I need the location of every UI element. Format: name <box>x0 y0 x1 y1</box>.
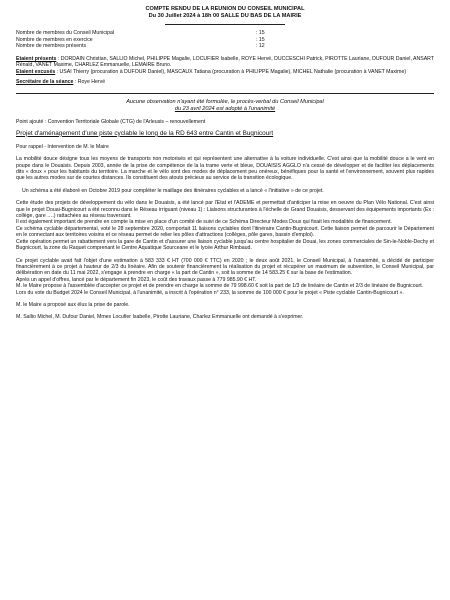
count-value: : 12 <box>256 43 265 50</box>
paragraph-operation: Cette opération permet un rabattement vers la gare de Cantin et d'assurer une liaison cyclable jusqu'au centre hospitalier de Douai, les zones commerciales de Sin-le-Noble-Dechy et Bugnicourt, la zone du Raquet comprenant le Centre Aquatique Sourceane et le lycée Arthur Rimbaud. <box>16 238 434 252</box>
paragraph-departmental: Ce schéma cyclable départemental, voté le 28 septembre 2020, comportait 11 liaisons cyclables dont l'itinéraire Cantin-Bugnicourt. Cette liaison permet de parcourir le Département en le connectant aux territoires voisins et ce réseau permet de relier les pôles d'attractions (collèges, pôle gares, bassin d'emploi). <box>16 225 434 239</box>
mayor-intervention: Pour rappel - Intervention de M. le Maire <box>16 143 109 150</box>
project-title: Projet d'aménagement d'une piste cyclable le long de la RD 643 entre Cantin et Bugnicourt <box>16 129 274 137</box>
attendees-excused-list: : USAI Thierry (procuration à DUFOUR Daniel), MASCAUX Tatiana (procuration à PHILIPPE Magalie), MICHEL Nathalie (procuration à VANET Maxime) <box>55 68 407 75</box>
count-value: : 15 <box>256 30 265 36</box>
count-row <box>16 37 434 44</box>
section-divider <box>16 93 434 94</box>
paragraph-study: Cette étude des projets de développement du vélo dans le Douaisis, a été lancé par l'Etat et l'ADEME et permettait d'anticiper la mise en oeuvre du Plan Vélo National. C'est ainsi que le projet Douai-Bugnicourt a été reconnu dans le Réseau irriguant (niveau 1) : Liaisons structurantes à l'échelle de Grand Douaisis, desservant des équipements importants (Ex : collège, gare ….) rattachées au réseau traversant. <box>16 200 434 220</box>
paragraph-committee: Il est également important de prendre en compte la mise en place d'un comité de suivi de ce Schéma Directeur Modes Doux qui fixait les modalités de financement. <box>16 219 392 226</box>
report-title: COMPTE RENDU DE LA REUNION DU CONSEIL MUNICIPAL <box>145 6 305 12</box>
attendees-excused <box>16 69 434 75</box>
count-row <box>16 43 434 50</box>
meeting-date: Du 30 Juillet 2024 à 18h 00 SALLE DU BAS DE LA MAIRIE <box>148 13 302 19</box>
paragraph-mobility: La mobilité douce désigne tous les moyens de transports non motorisés et qui représentent une alternative à la voiture individuelle. C'est ainsi que la mobilité douce a le vent en poupe dans le Douaisis. Depuis 2003, année de la prise de compétence de la la trame verte et bleue, DOUAISIS AGGLO n'a cessé de développer et de faciliter les déplacements dits « doux » pour les habitants du territoire. La marche et le vélo sont des modes de déplacement peu onéreux, bénéfiques pour la santé et l'environnement, souvent plus rapides que les autres modes sur de courtes distances. Ils constituent des atouts précieux au service de la transition écologique. <box>16 156 434 182</box>
added-agenda-point: Point ajouté : Convention Territoriale Globale (CTG) de l'Arleusis – renouvellement <box>16 119 206 126</box>
count-label: Nombre de membres en exercice <box>16 36 93 43</box>
paragraph-proposal: M. le Maire propose à l'assemblée d'accepter ce projet et de prendre en charge la somme de 79 998.60 € soit la part de 1/3 de linéaire de Cantin et 2/3 de linéaire de Bugnicourt. <box>16 283 424 290</box>
paragraph-speakers: M. Sallio Michel, M. Dufour Daniel, Mmes Locufier Isabelle, Pirotte Lauriane, Charlez Emmanuelle ont demandé à s'exprimer. <box>16 314 304 321</box>
attendees-excused-label: Etaient excusés <box>16 68 56 75</box>
attendees-present-label: Etaient présents <box>16 55 57 62</box>
count-row <box>16 30 434 37</box>
count-label: Nombre de membres du Conseil Municipal <box>16 30 115 36</box>
member-counts <box>16 30 434 50</box>
attendees-present <box>16 56 434 69</box>
attendees-present-list: : DORDAIN Christian, SALLIO Michel, PHILIPPE Magalie, LOCUFIER Isabelle, ROYE Hervé, DUCCESCHI Patrick, PIROTTE Lauriane, DUFOUR Daniel, ANSART Rénald, VANET Maxime, CHARLEZ Emmanuelle, LEMAIRE Bruno. <box>16 55 434 69</box>
paragraph-estimate: Ce projet cyclable avait fait l'objet d'une estimation à 583 333 € HT (700 000 € TTC) en 2020 ; le deux août 2021, le Conseil Municipal, à l'unanimité, a décidé de participer financièrement à ce projet à hauteur de 2/3 du linéaire. Afin de soutenir financièrement la réalisation du projet et récupérer un maximum de subvention, le Conseil Municipal, par délibération en date du 11 mai 2022, s'engage à prendre en charge « la part de Cantin », soit la somme de 14 583.25 € sur la base de l'estimation. <box>16 257 434 277</box>
count-label: Nombre de membres présents <box>16 43 87 50</box>
paragraph-tender: Après un appel d'offres, lancé par le département fin 2023, le coût des travaux passe à 779 985.90 € HT. <box>16 276 257 283</box>
title-divider <box>165 24 285 25</box>
count-value: : 15 <box>256 36 265 43</box>
session-secretary-label: Secrétaire de la séance <box>16 79 74 85</box>
paragraph-floor: M. le Maire a proposé aux élus la prise de parole. <box>16 301 130 308</box>
session-secretary-name: : Roye Hervé <box>73 79 106 85</box>
observation-adoption: du 23 avril 2024 est adopté à l'unanimité <box>174 106 276 113</box>
observation-line: Aucune observation n'ayant été formulée, le procès-verbal du Conseil Municipal <box>126 99 324 106</box>
session-secretary <box>16 79 434 85</box>
paragraph-budget: Lors du vote du Budget 2024 le Conseil Municipal, à l'unanimité, a inscrit à l'opération n° 233, la somme de 100 000 € pour le projet « Piste cyclable Cantin-Bugnicourt ». <box>16 289 404 296</box>
paragraph-schema: Un schéma a été élaboré en Octobre 2019 pour compléter le maillage des itinéraires cyclables et a lancé « l'initiative » de ce projet. <box>22 187 324 194</box>
